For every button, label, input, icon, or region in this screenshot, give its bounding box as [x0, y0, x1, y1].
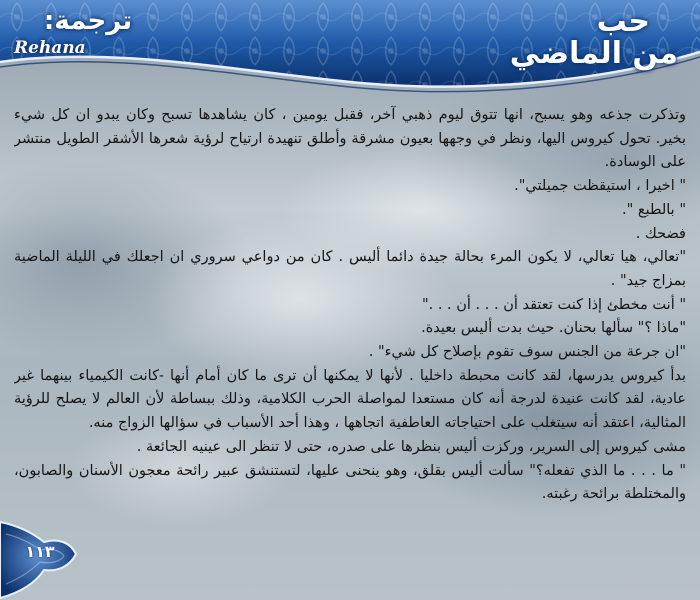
page-number: ١١٣	[25, 542, 55, 561]
paragraph: "تعالي، هيا تعالي، لا يكون المرء بحالة جيدة دائما أليس . كان من دواعي سروري ان اجعلك في الليلة الماضية بمزاج جيد" .	[14, 249, 686, 289]
translator-label: ترجمة:	[43, 6, 133, 36]
paragraph: فضحك .	[635, 225, 686, 242]
paragraph: وتذكرت جذعه وهو يسبح، انها تتوق ليوم ذهبي آخر، فقبل يومين ، كان يشاهدها تسبح وكان يبدو ان كل شيء بخير. تحول كيروس اليها، ونظر في وجهها بعيون مشرقة وأطلق تنهيدة ارتياح لرؤية شعرها الأشقر الطويل منتشر على الوسادة.	[14, 107, 686, 171]
page-number-badge	[0, 512, 80, 600]
paragraph: "ان جرعة من الجنس سوف تقوم بإصلاح كل شيء" .	[368, 344, 686, 361]
paragraph: " ما . . . ما الذي تفعله؟" سألت أليس بقلق، وهو ينحنى عليها، لتستنشق عبير رائحة معجون الأسنان والصابون، والمختلطة برائحة رغبته.	[14, 462, 686, 503]
paragraph: " بالطبع ".	[621, 201, 686, 218]
paragraph: بدأ كيروس يدرسها، لقد كانت محبطة داخليا . لأنها لا يمكنها أن ترى ما كان أمام أنها -كانت الكيمياء بينهما غير عادية، لقد كانت عنيدة لدرجة أنه كان مستعدا لمواصلة الحرب الكلامية، وذلك ببساطة لأن العالم لا يصلح للرؤية المثالية، اعتقد أنه سيتغلب على احتياجاته العاطفية اتجاهها ، وهذا أحد الأسباب في سؤالها الزواج منه.	[14, 367, 686, 432]
paragraph: مشى كيروس إلى السرير، وركزت أليس بنظرها على صدره، حتى لا تنظر الى عينيه الجائعة .	[136, 438, 686, 455]
header-banner	[0, 0, 700, 95]
translator-name: Rehana	[14, 38, 86, 58]
story-body	[14, 104, 686, 596]
story-title-line2: من الماضي	[509, 36, 678, 71]
paragraph: " أنت مخطئ إذا كنت تعتقد أن . . . أن . . ."	[421, 296, 686, 313]
paragraph: "ماذا ؟" سألها بحنان. حيث بدت أليس بعيدة.	[421, 320, 686, 337]
story-title-line1: حب	[596, 4, 650, 39]
paragraph: " اخيرا ، استيقظت جميلتي".	[514, 178, 686, 195]
